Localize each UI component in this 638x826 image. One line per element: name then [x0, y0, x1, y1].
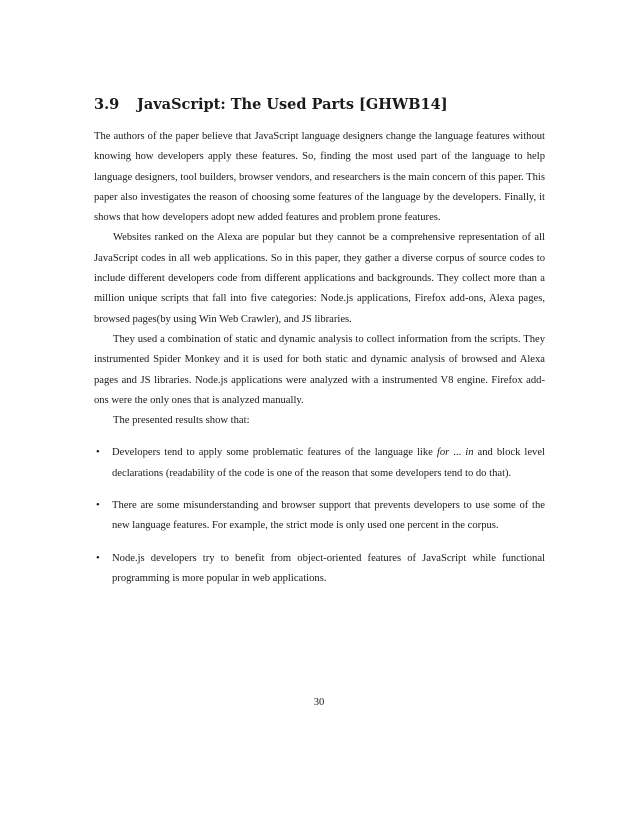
list-item — [94, 549, 545, 590]
section-body — [94, 127, 545, 601]
list-item-text: Developers tend to apply some problematic features of the language like — [112, 447, 437, 459]
list-item-text: ... — [449, 447, 466, 459]
bullet-icon: • — [96, 447, 100, 459]
paragraph-corpus: Websites ranked on the Alexa are popular but they cannot be a comprehensive representation of all JavaScript codes in all web applications. So in this paper, they gather a diverse corpus of source codes to include different developers code from different applications and backgrounds. They collect more than a million unique scripts that fall into five categories: Node.js applications, Firefox add-ons, Alexa pages, browsed pages(by using Win Web Crawler), and JS libraries. — [94, 232, 545, 325]
paragraph-analysis: They used a combination of static and dynamic analysis to collect information from the scripts. They instrumented Spider Monkey and it is used for both static and dynamic analysis of browsed and Alexa pages and JS libraries. Node.js applications were analyzed with a instrumented V8 engine. Firefox add-ons were the only ones that is analyzed manually. — [94, 333, 545, 406]
paragraph-results-lead: The presented results show that: — [113, 415, 250, 427]
section-heading — [94, 96, 554, 113]
list-item-text: Node.js developers try to benefit from object-oriented features of JavaScript while functional programming is more popular in web applications. — [112, 552, 545, 584]
code-keyword-for: for — [436, 447, 450, 459]
list-item — [94, 443, 545, 484]
paragraph-intro: The authors of the paper believe that JavaScript language designers change the language features without knowing how developers apply these features. So, finding the most used part of the language to help language designers, tool builders, browser vendors, and researchers is the main concern of this paper. This paper also investigates the reason of choosing some features of the language by the developers. Finally, it shows that how developers adopt new added features and problem prone features. — [94, 131, 545, 224]
section-number: 3.9 — [94, 96, 120, 113]
list-item-text: and block level declarations (readability of the code is one of the reason that some developers tend to do that). — [112, 447, 545, 479]
code-keyword-in: in — [465, 447, 474, 459]
list-item-text: There are some misunderstanding and browser support that prevents developers to use some of the new language features. For example, the strict mode is only used one percent in the corpus. — [112, 500, 545, 532]
bullet-icon: • — [96, 500, 100, 512]
results-list — [94, 443, 545, 589]
section-title: JavaScript: The Used Parts [GHWB14] — [137, 96, 448, 113]
page-number: 30 — [313, 697, 325, 708]
bullet-icon: • — [96, 552, 100, 564]
list-item — [94, 496, 545, 537]
